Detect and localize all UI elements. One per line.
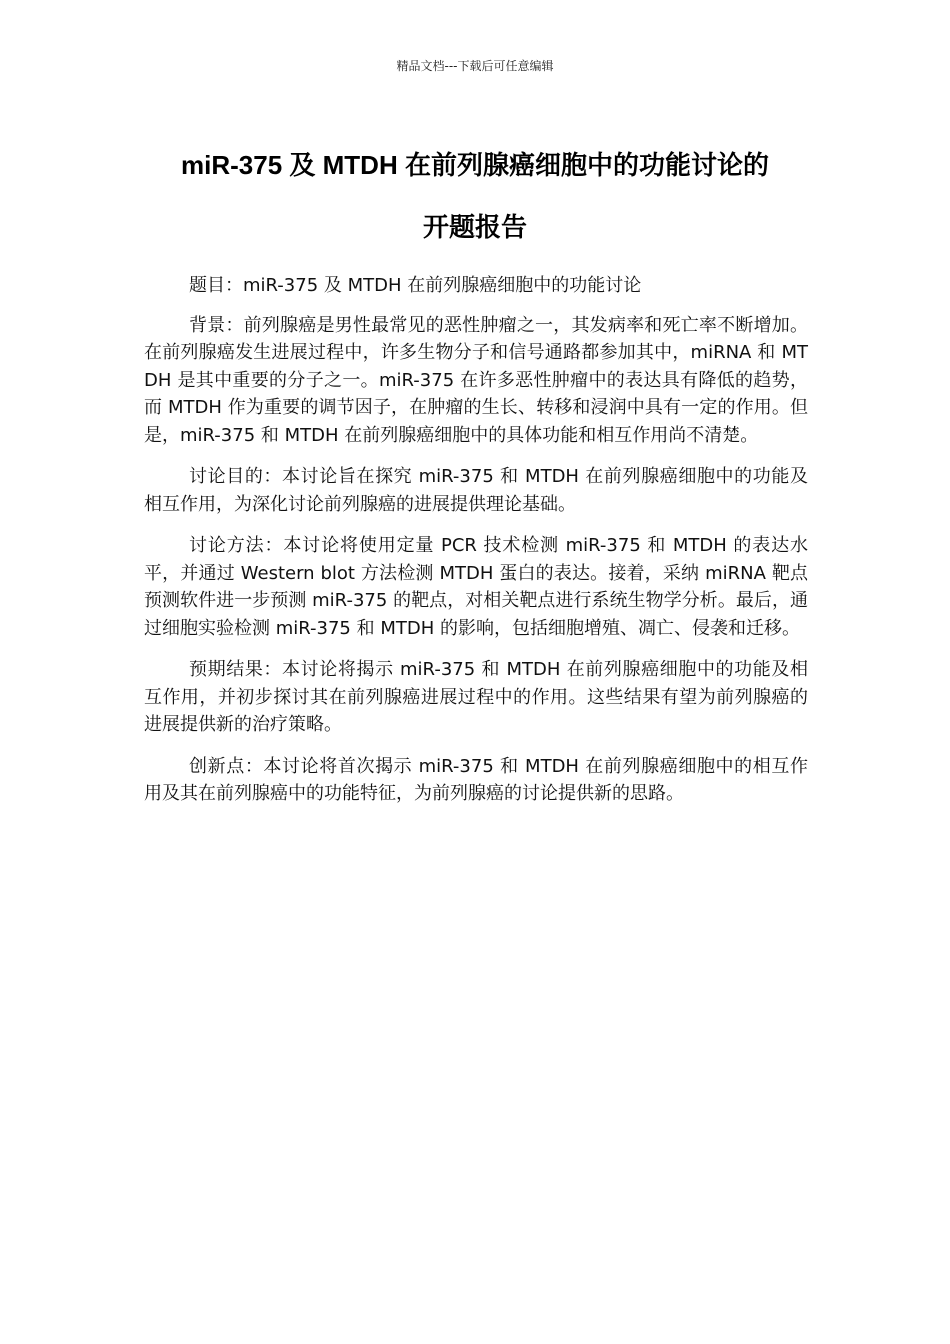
method-paragraph: 讨论方法：本讨论将使用定量 PCR 技术检测 miR-375 和 MTDH 的表达水平，并通过 Western blot 方法检测 MTDH 蛋白的表达。接着，采纳 miRNA 靶点预测软件进一步预测 miR-375 的靶点，对相关靶点进行系统生物学分析。最后，通过细胞实验检测 miR-375 和 MTDH 的影响，包括细胞增殖、凋亡、侵袭和迁移。 bbox=[144, 535, 808, 639]
innovation-paragraph: 创新点：本讨论将首次揭示 miR-375 和 MTDH 在前列腺癌细胞中的相互作用及其在前列腺癌中的功能特征，为前列腺癌的讨论提供新的思路。 bbox=[144, 755, 808, 804]
document-title bbox=[100, 134, 850, 258]
background-paragraph: 背景：前列腺癌是男性最常见的恶性肿瘤之一，其发病率和死亡率不断增加。在前列腺癌发生进展过程中，许多生物分子和信号通路都参加其中，miRNA 和 MTDH 是其中重要的分子之一。miR-375 在许多恶性肿瘤中的表达具有降低的趋势，而 MTDH 作为重要的调节因子，在肿瘤的生长、转移和浸润中具有一定的作用。但是，miR-375 和 MTDH 在前列腺癌细胞中的具体功能和相互作用尚不清楚。 bbox=[144, 314, 808, 446]
expected-results-paragraph: 预期结果：本讨论将揭示 miR-375 和 MTDH 在前列腺癌细胞中的功能及相互作用，并初步探讨其在前列腺癌进展过程中的作用。这些结果有望为前列腺癌的进展提供新的治疗策略。 bbox=[144, 659, 808, 735]
title-line-2: 开题报告 bbox=[422, 212, 527, 242]
document-body bbox=[144, 272, 808, 822]
purpose-paragraph: 讨论目的：本讨论旨在探究 miR-375 和 MTDH 在前列腺癌细胞中的功能及相互作用，为深化讨论前列腺癌的进展提供理论基础。 bbox=[144, 466, 808, 515]
topic-paragraph: 题目：miR-375 及 MTDH 在前列腺癌细胞中的功能讨论 bbox=[189, 275, 642, 296]
title-line-1: miR-375 及 MTDH 在前列腺癌细胞中的功能讨论的 bbox=[181, 150, 769, 180]
header-note: 精品文档---下载后可任意编辑 bbox=[396, 59, 554, 73]
